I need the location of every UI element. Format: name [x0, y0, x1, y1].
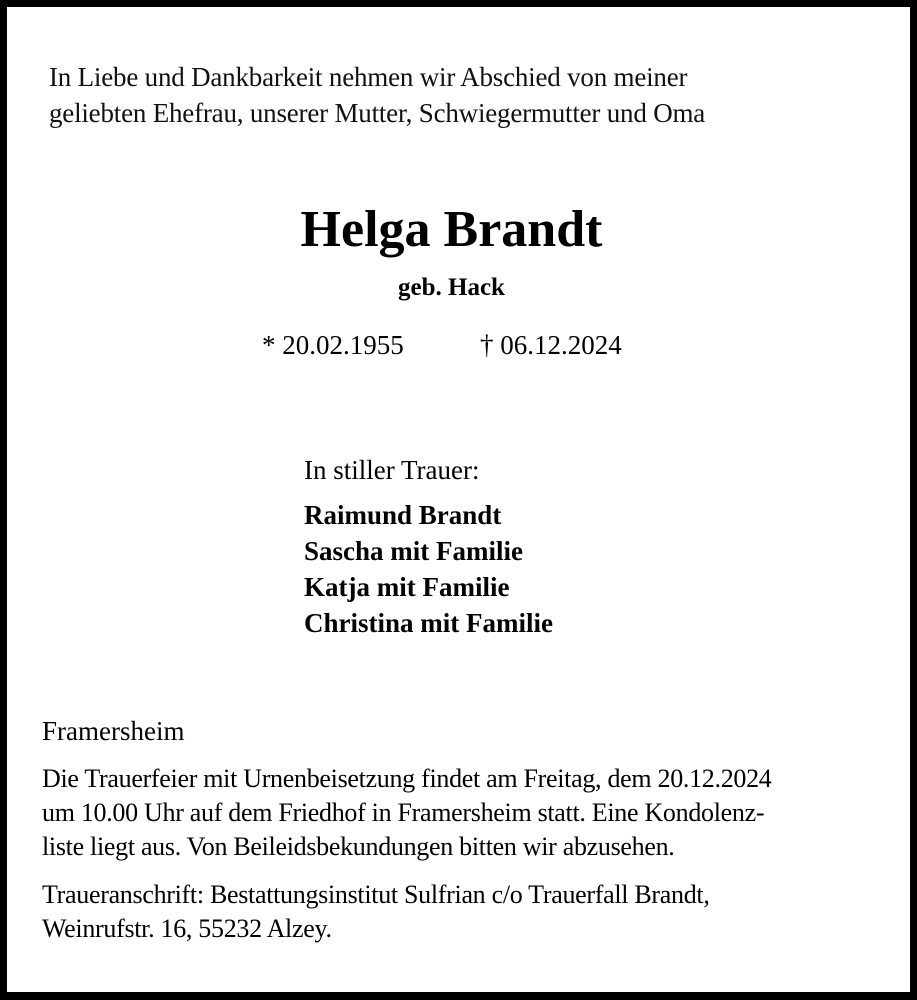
death-date: † 06.12.2024	[480, 330, 622, 360]
mourner-name: Sascha mit Familie	[304, 536, 523, 566]
mourners-list	[304, 497, 553, 641]
ceremony-text	[42, 762, 772, 864]
deceased-name: Helga Brandt	[300, 201, 603, 258]
mourner-name: Katja mit Familie	[304, 572, 510, 602]
address-line-2: Weinrufstr. 16, 55232 Alzey.	[42, 914, 332, 943]
mourner-name: Raimund Brandt	[304, 500, 502, 530]
address-line-1: Traueranschrift: Bestattungsinstitut Sulfrian c/o Trauerfall Brandt,	[42, 880, 710, 909]
ceremony-line-3: liste liegt aus. Von Beileidsbekundungen bitten wir abzusehen.	[42, 832, 675, 861]
maiden-name: geb. Hack	[398, 274, 505, 301]
intro-line-1: In Liebe und Dankbarkeit nehmen wir Abschied von meiner	[49, 62, 688, 92]
place-name: Framersheim	[42, 716, 185, 746]
mourner-name: Christina mit Familie	[304, 608, 553, 638]
birth-date: * 20.02.1955	[262, 330, 404, 360]
ceremony-line-1: Die Trauerfeier mit Urnenbeisetzung findet am Freitag, dem 20.12.2024	[42, 764, 772, 793]
mourning-address	[42, 878, 710, 946]
ceremony-line-2: um 10.00 Uhr auf dem Friedhof in Framersheim statt. Eine Kondolenz-	[42, 798, 765, 827]
intro-line-2: geliebten Ehefrau, unserer Mutter, Schwiegermutter und Oma	[49, 98, 706, 128]
mourners-label: In stiller Trauer:	[304, 455, 480, 485]
intro-text	[49, 59, 705, 131]
